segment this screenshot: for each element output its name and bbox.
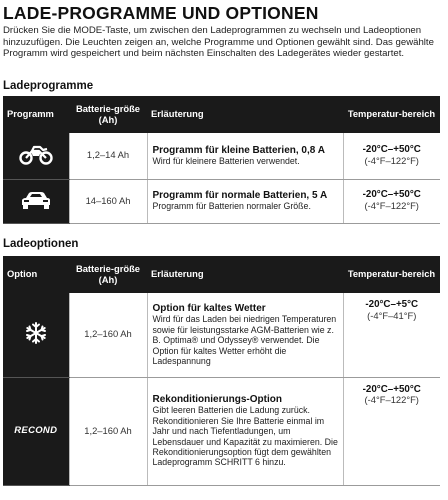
explanation-text: Gibt leeren Batterien die Ladung zurück. Rekonditionieren Sie Ihre Batterie einmal im Jahr und nach Tiefentladungen, um Lebensdauer und Kapazität zu maximieren. Die Rekonditionierungsoption fügt dem gewählten Ladeprogramm SCHRITT 6 hinzu. xyxy=(152,405,338,468)
option-icon-cell xyxy=(3,293,69,377)
temperature-fahrenheit: (-4°F–122°F) xyxy=(364,154,419,166)
explanation-text: Programm für Batterien normaler Größe. xyxy=(152,201,311,212)
explanation-title: Programm für kleine Batterien, 0,8 A xyxy=(152,144,325,156)
header-temperature: Temperatur-bereich xyxy=(343,96,440,133)
programs-header-row xyxy=(3,96,440,133)
temperature-celsius: -20°C–+50°C xyxy=(362,144,421,156)
header-temperature: Temperatur-bereich xyxy=(343,256,440,293)
explanation xyxy=(147,179,343,223)
explanation xyxy=(147,133,343,179)
header-battery-size: Batterie-größe (Ah) xyxy=(69,96,147,133)
explanation-text: Wird für das Laden bei niedrigen Temperaturen sowie für leistungsstarke AGM-Batterien wie z. B. Optima® und Odyssey® verwendet. Die Option für kaltes Wetter erhöht die Ladespannung xyxy=(152,314,337,366)
option-icon-cell xyxy=(3,377,69,485)
battery-size: 1,2–14 Ah xyxy=(69,133,147,179)
programs-table xyxy=(3,96,440,224)
header-program: Programm xyxy=(3,96,69,133)
motorcycle-icon xyxy=(19,143,53,165)
intro-text: Drücken Sie die MODE-Taste, um zwischen den Ladeprogrammen zu wechseln und Ladeoptionen hinzuzufügen. Die Leuchten zeigen an, welche Programme und Optionen gewählt sind. Das gewählte Programm wird gespeichert und beim nächsten Einschalten des Ladegerätes wieder gestartet. xyxy=(3,25,434,60)
options-heading: Ladeoptionen xyxy=(3,238,79,250)
header-option: Option xyxy=(3,256,69,293)
explanation-title: Programm für normale Batterien, 5 A xyxy=(152,190,328,202)
header-explanation: Erläuterung xyxy=(147,256,343,293)
temperature-range xyxy=(343,133,440,179)
temperature-fahrenheit: (-4°F–41°F) xyxy=(367,309,417,321)
temperature-fahrenheit: (-4°F–122°F) xyxy=(364,200,419,211)
explanation xyxy=(147,377,343,485)
temperature-range xyxy=(343,179,440,223)
header-battery-size: Batterie-größe (Ah) xyxy=(69,256,147,293)
header-explanation: Erläuterung xyxy=(147,96,343,133)
explanation-text: Wird für kleinere Batterien verwendet. xyxy=(152,156,300,167)
battery-size: 1,2–160 Ah xyxy=(69,377,147,485)
table-row xyxy=(3,377,440,485)
temperature-range xyxy=(343,377,440,485)
programs-heading: Ladeprogramme xyxy=(3,80,94,92)
program-icon-cell xyxy=(3,133,69,179)
car-icon xyxy=(19,189,53,211)
table-row xyxy=(3,179,440,223)
recond-label: RECOND xyxy=(14,425,58,437)
temperature-range xyxy=(343,293,440,377)
temperature-celsius: -20°C–+50°C xyxy=(362,189,421,201)
table-row xyxy=(3,293,440,377)
battery-size: 14–160 Ah xyxy=(69,179,147,223)
options-table xyxy=(3,256,440,486)
options-header-row xyxy=(3,256,440,293)
program-icon-cell xyxy=(3,179,69,223)
temperature-celsius: -20°C–+50°C xyxy=(362,383,421,395)
battery-size: 1,2–160 Ah xyxy=(69,293,147,377)
snowflake-icon xyxy=(24,321,48,345)
explanation-title: Option für kaltes Wetter xyxy=(152,303,266,315)
explanation xyxy=(147,293,343,377)
table-row xyxy=(3,133,440,179)
temperature-celsius: -20°C–+5°C xyxy=(365,299,419,310)
explanation-title: Rekonditionierungs-Option xyxy=(152,394,282,406)
temperature-fahrenheit: (-4°F–122°F) xyxy=(364,394,419,406)
page-title: LADE-PROGRAMME UND OPTIONEN xyxy=(3,3,319,23)
